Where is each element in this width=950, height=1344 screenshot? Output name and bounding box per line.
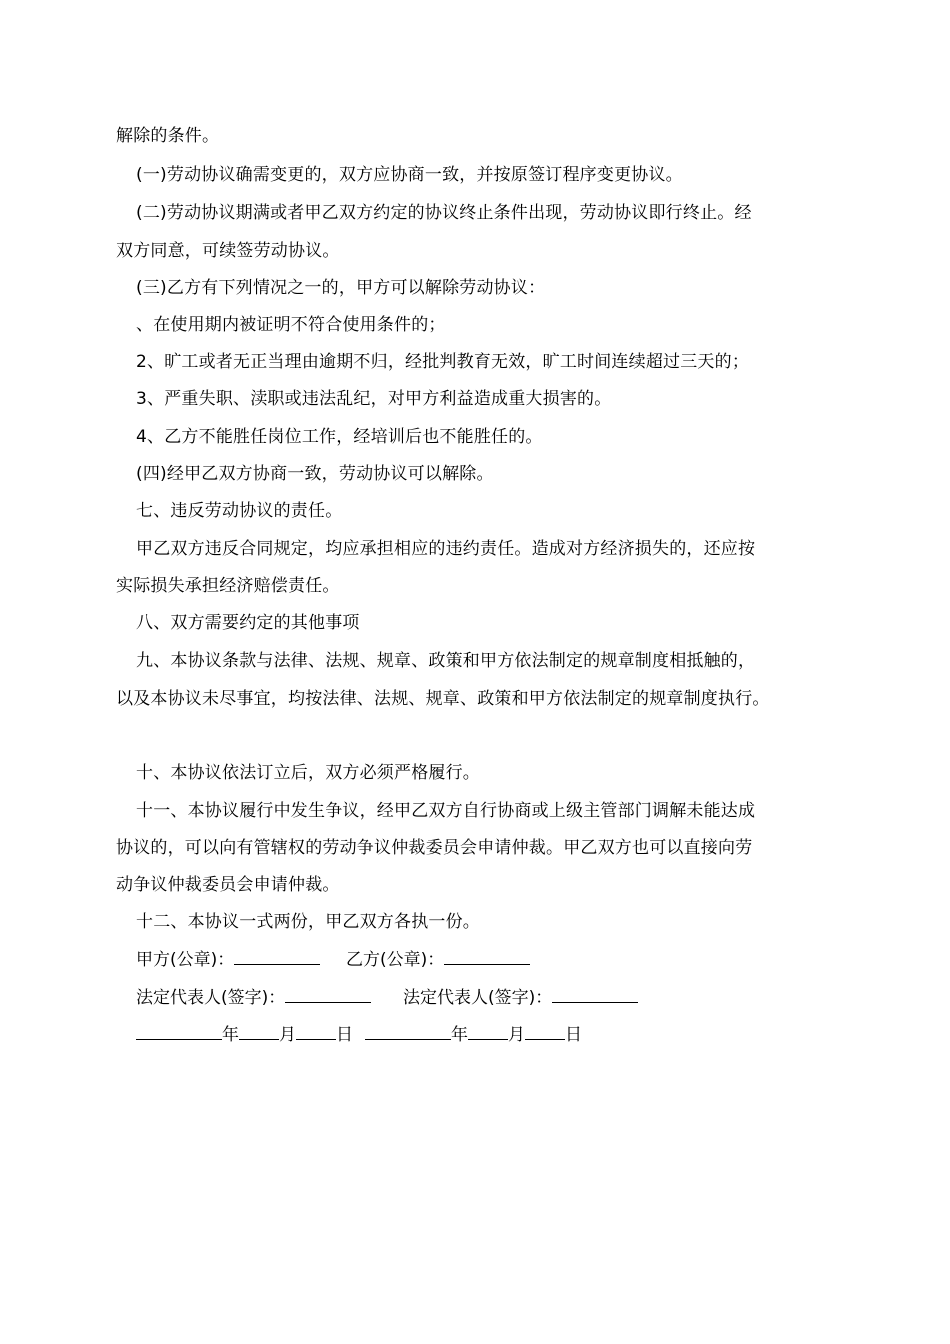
- section-heading: 八、双方需要约定的其他事项: [136, 613, 360, 633]
- paragraph-line: 协议的，可以向有管辖权的劳动争议仲裁委员会申请仲裁。甲乙双方也可以直接向劳: [116, 838, 753, 858]
- year-label: 年: [222, 1025, 239, 1045]
- paragraph-line: 以及本协议未尽事宜，均按法律、法规、规章、政策和甲方依法制定的规章制度执行。: [116, 689, 770, 709]
- paragraph-line: 3、严重失职、渎职或违法乱纪，对甲方利益造成重大损害的。: [136, 389, 612, 409]
- year-label: 年: [451, 1025, 468, 1045]
- section-heading: 七、违反劳动协议的责任。: [136, 501, 343, 521]
- year-blank: [365, 1023, 451, 1040]
- paragraph-line: 双方同意，可续签劳动协议。: [116, 241, 340, 261]
- party-a-rep-row: [136, 986, 371, 1010]
- party-b-rep-blank: [552, 986, 638, 1003]
- month-blank: [468, 1023, 508, 1040]
- party-a-rep-label: 法定代表人(签字)：: [136, 988, 286, 1008]
- paragraph-line: (四)经甲乙双方协商一致，劳动协议可以解除。: [136, 464, 494, 484]
- party-b-seal-blank: [444, 948, 530, 965]
- month-label: 月: [508, 1025, 525, 1045]
- paragraph-line: 十二、本协议一式两份，甲乙双方各执一份。: [136, 912, 480, 932]
- day-label: 日: [336, 1025, 353, 1045]
- paragraph-line: (二)劳动协议期满或者甲乙双方约定的协议终止条件出现，劳动协议即行终止。经: [136, 203, 752, 223]
- paragraph-line: 十、本协议依法订立后，双方必须严格履行。: [136, 763, 480, 783]
- paragraph-line: 甲乙双方违反合同规定，均应承担相应的违约责任。造成对方经济损失的，还应按: [136, 539, 756, 559]
- paragraph-line: (三)乙方有下列情况之一的，甲方可以解除劳动协议：: [136, 278, 546, 298]
- party-b-date-row: [365, 1023, 582, 1047]
- party-a-rep-blank: [285, 986, 371, 1003]
- party-b-rep-row: [403, 986, 638, 1010]
- paragraph-line: 4、乙方不能胜任岗位工作，经培训后也不能胜任的。: [136, 427, 543, 447]
- paragraph-line: 、在使用期内被证明不符合使用条件的；: [136, 315, 446, 335]
- paragraph-line: 九、本协议条款与法律、法规、规章、政策和甲方依法制定的规章制度相抵触的，: [136, 651, 756, 671]
- day-blank: [296, 1023, 336, 1040]
- year-blank: [136, 1023, 222, 1040]
- party-b-seal-row: [346, 948, 530, 972]
- paragraph-line: 动争议仲裁委员会申请仲裁。: [116, 875, 340, 895]
- party-a-seal-blank: [234, 948, 320, 965]
- paragraph-line: 实际损失承担经济赔偿责任。: [116, 576, 340, 596]
- party-a-seal-label: 甲方(公章)：: [136, 950, 235, 970]
- paragraph-line: 解除的条件。: [116, 126, 220, 146]
- party-b-seal-label: 乙方(公章)：: [346, 950, 445, 970]
- paragraph-line: 十一、本协议履行中发生争议，经甲乙双方自行协商或上级主管部门调解未能达成: [136, 801, 756, 821]
- party-a-date-row: [136, 1023, 353, 1047]
- month-label: 月: [279, 1025, 296, 1045]
- party-b-rep-label: 法定代表人(签字)：: [403, 988, 553, 1008]
- party-a-seal-row: [136, 948, 320, 972]
- day-label: 日: [565, 1025, 582, 1045]
- day-blank: [525, 1023, 565, 1040]
- month-blank: [239, 1023, 279, 1040]
- paragraph-line: 2、旷工或者无正当理由逾期不归，经批判教育无效，旷工时间连续超过三天的；: [136, 352, 750, 372]
- paragraph-line: (一)劳动协议确需变更的，双方应协商一致，并按原签订程序变更协议。: [136, 165, 683, 185]
